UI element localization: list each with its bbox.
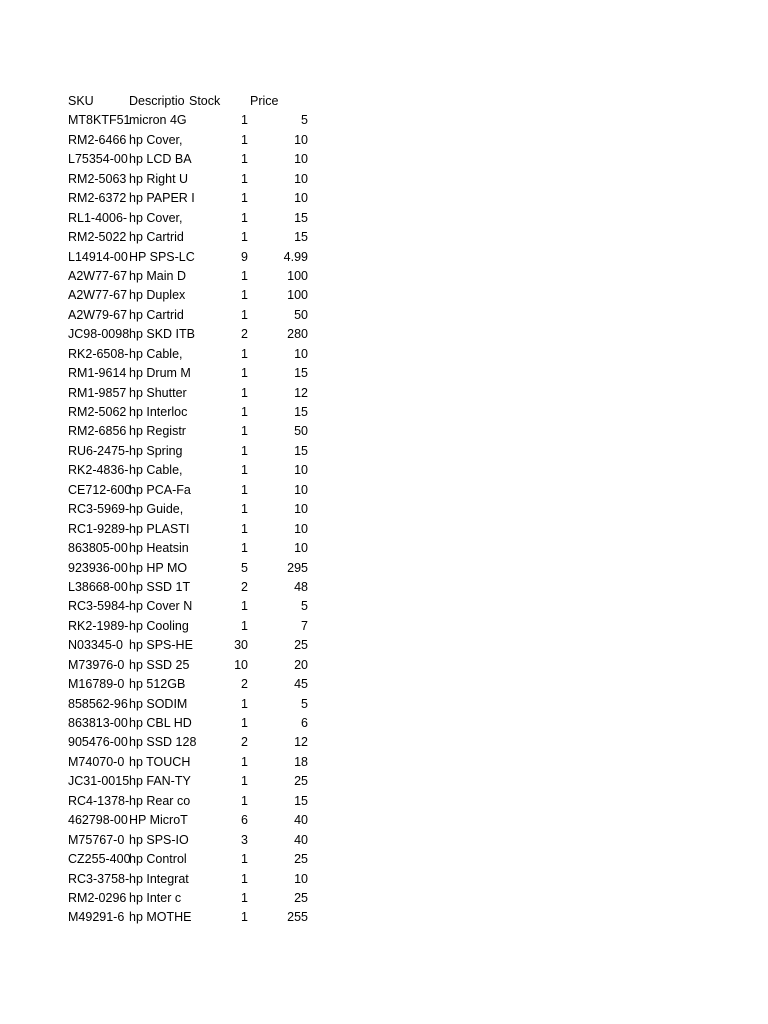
cell-price: 18 [294, 754, 308, 769]
cell-price: 15 [294, 366, 308, 381]
cell-stock: 1 [241, 288, 248, 303]
cell-sku: 863805-00 [68, 541, 128, 556]
cell-price: 5 [301, 696, 308, 711]
cell-sku: 923936-00 [68, 560, 128, 575]
cell-stock: 1 [241, 424, 248, 439]
cell-stock: 1 [241, 346, 248, 361]
cell-sku: RM1-9857 [68, 385, 127, 400]
cell-sku: RC4-1378- [68, 793, 130, 808]
cell-stock: 1 [241, 696, 248, 711]
cell-price: 255 [287, 910, 308, 925]
cell-description: hp PLASTI [129, 521, 190, 536]
cell-description: hp Cable, [129, 463, 183, 478]
cell-stock: 1 [241, 152, 248, 167]
cell-price: 10 [294, 346, 308, 361]
cell-price: 100 [287, 268, 308, 283]
cell-stock: 2 [241, 327, 248, 342]
table-row [68, 500, 318, 519]
table-row [68, 870, 318, 889]
cell-sku: CZ255-400 [68, 852, 131, 867]
cell-description: hp SSD 128 [129, 735, 197, 750]
cell-description: hp Drum M [129, 366, 191, 381]
table-row [68, 656, 318, 675]
cell-sku: RM2-6856 [68, 424, 127, 439]
table-row [68, 578, 318, 597]
cell-stock: 1 [241, 230, 248, 245]
table-row [68, 714, 318, 733]
cell-price: 40 [294, 813, 308, 828]
cell-stock: 1 [241, 890, 248, 905]
table-row [68, 772, 318, 791]
table-row [68, 520, 318, 539]
cell-description: hp Heatsin [129, 541, 189, 556]
cell-description: hp Integrat [129, 871, 189, 886]
cell-price: 10 [294, 132, 308, 147]
cell-sku: RM2-0296 [68, 890, 127, 905]
cell-description: hp SODIM [129, 696, 188, 711]
cell-price: 15 [294, 405, 308, 419]
cell-stock: 1 [241, 132, 248, 147]
cell-price: 10 [294, 463, 308, 478]
header-description: Descriptio [129, 94, 185, 108]
cell-price: 15 [294, 230, 308, 245]
cell-description: hp SPS-HE [129, 638, 193, 653]
cell-sku: CE712-600 [68, 482, 132, 497]
cell-price: 7 [301, 618, 308, 633]
cell-stock: 2 [241, 735, 248, 750]
cell-description: micron 4G [129, 113, 187, 128]
inventory-sheet [68, 92, 318, 928]
cell-description: hp Cooling [129, 618, 189, 633]
cell-description: hp 512GB [129, 677, 186, 692]
cell-stock: 3 [241, 832, 248, 847]
table-body [68, 111, 318, 927]
cell-stock: 1 [241, 268, 248, 283]
cell-description: hp SPS-IO [129, 832, 189, 847]
table-row [68, 345, 318, 364]
cell-price: 25 [294, 774, 308, 789]
cell-description: hp Guide, [129, 502, 184, 517]
cell-description: hp Rear co [129, 793, 191, 808]
cell-stock: 1 [241, 482, 248, 497]
cell-price: 10 [294, 191, 308, 206]
cell-description: hp PAPER I [129, 191, 195, 206]
cell-sku: MT8KTF51 [68, 113, 131, 128]
cell-sku: RC3-5969- [68, 502, 130, 517]
table-row [68, 286, 318, 305]
table-row [68, 831, 318, 850]
cell-stock: 1 [241, 191, 248, 206]
cell-stock: 1 [241, 618, 248, 633]
table-row [68, 597, 318, 616]
cell-sku: M73976-0 [68, 657, 125, 672]
cell-price: 6 [301, 716, 308, 730]
cell-stock: 1 [241, 113, 248, 128]
cell-sku: A2W79-67 [68, 307, 128, 322]
cell-description: hp SKD ITB [129, 327, 195, 342]
cell-description: hp PCA-Fa [129, 482, 191, 497]
cell-sku: RM2-5022 [68, 230, 127, 245]
cell-sku: N03345-0 [68, 638, 123, 653]
table-row [68, 442, 318, 461]
table-row [68, 384, 318, 403]
cell-sku: RC1-9289- [68, 521, 130, 536]
table-row [68, 209, 318, 228]
table-row [68, 189, 318, 208]
cell-stock: 1 [241, 871, 248, 886]
cell-price: 5 [301, 599, 308, 614]
header-stock: Stock [189, 94, 221, 108]
table-row [68, 422, 318, 441]
table-row [68, 248, 318, 267]
cell-sku: M16789-0 [68, 677, 125, 692]
cell-description: hp SSD 1T [129, 579, 191, 594]
cell-stock: 1 [241, 599, 248, 614]
cell-price: 100 [287, 288, 308, 303]
cell-stock: 1 [241, 852, 248, 867]
cell-description: hp Cable, [129, 346, 183, 361]
cell-stock: 1 [241, 405, 248, 419]
cell-sku: RU6-2475- [68, 443, 130, 458]
cell-description: hp Shutter [129, 385, 187, 400]
cell-description: hp Interloc [129, 405, 188, 419]
cell-stock: 1 [241, 521, 248, 536]
table-row [68, 792, 318, 811]
cell-price: 10 [294, 541, 308, 556]
cell-description: hp SSD 25 [129, 657, 190, 672]
cell-sku: RL1-4006- [68, 210, 128, 225]
cell-price: 15 [294, 210, 308, 225]
cell-stock: 1 [241, 793, 248, 808]
cell-sku: RC3-3758- [68, 871, 130, 886]
cell-sku: 905476-00 [68, 735, 128, 750]
cell-price: 12 [294, 735, 308, 750]
cell-description: hp Main D [129, 268, 186, 283]
cell-sku: RM2-5062 [68, 405, 127, 419]
cell-price: 280 [287, 327, 308, 342]
cell-description: hp Cartrid [129, 230, 184, 245]
cell-price: 20 [294, 657, 308, 672]
cell-sku: L14914-00 [68, 249, 128, 264]
table-row [68, 131, 318, 150]
cell-price: 15 [294, 443, 308, 458]
cell-sku: JC98-0098 [68, 327, 130, 342]
cell-sku: M49291-6 [68, 910, 125, 925]
table-row [68, 228, 318, 247]
cell-description: HP MicroT [129, 813, 188, 828]
cell-description: hp Inter c [129, 890, 182, 905]
cell-sku: 858562-96 [68, 696, 128, 711]
table-row [68, 753, 318, 772]
table-row [68, 325, 318, 344]
cell-stock: 6 [241, 813, 248, 828]
cell-stock: 9 [241, 249, 248, 264]
cell-stock: 1 [241, 443, 248, 458]
table-row [68, 170, 318, 189]
cell-price: 10 [294, 502, 308, 517]
header-row [68, 92, 318, 111]
cell-sku: L38668-00 [68, 579, 128, 594]
header-sku: SKU [68, 94, 94, 108]
cell-description: hp MOTHE [129, 910, 192, 925]
cell-price: 4.99 [283, 249, 308, 264]
cell-price: 10 [294, 152, 308, 167]
table-row [68, 733, 318, 752]
cell-stock: 1 [241, 754, 248, 769]
cell-stock: 2 [241, 579, 248, 594]
cell-sku: 462798-00 [68, 813, 128, 828]
header-price: Price [250, 94, 279, 108]
cell-sku: 863813-00 [68, 716, 128, 730]
cell-description: hp Spring [129, 443, 183, 458]
cell-description: hp Cover N [129, 599, 193, 614]
table-row [68, 559, 318, 578]
cell-stock: 5 [241, 560, 248, 575]
cell-sku: RM2-6372 [68, 191, 127, 206]
cell-stock: 1 [241, 463, 248, 478]
table-row [68, 908, 318, 927]
cell-price: 10 [294, 171, 308, 186]
cell-stock: 1 [241, 210, 248, 225]
cell-price: 295 [287, 560, 308, 575]
cell-sku: RM1-9614 [68, 366, 127, 381]
cell-stock: 1 [241, 171, 248, 186]
cell-description: hp Right U [129, 171, 189, 186]
cell-price: 5 [301, 113, 308, 128]
cell-stock: 1 [241, 910, 248, 925]
cell-sku: RK2-1989- [68, 618, 129, 633]
cell-description: hp CBL HD [129, 716, 192, 730]
cell-description: hp HP MO [129, 560, 188, 575]
cell-stock: 30 [234, 638, 248, 653]
cell-description: HP SPS-LC [129, 249, 195, 264]
cell-price: 45 [294, 677, 308, 692]
cell-stock: 1 [241, 385, 248, 400]
table-row [68, 695, 318, 714]
cell-description: hp Registr [129, 424, 186, 439]
table-row [68, 150, 318, 169]
cell-description: hp Cover, [129, 210, 183, 225]
cell-description: hp Duplex [129, 288, 186, 303]
table-row [68, 636, 318, 655]
cell-sku: RM2-5063 [68, 171, 127, 186]
cell-sku: JC31-0015 [68, 774, 130, 789]
cell-price: 10 [294, 871, 308, 886]
table-row [68, 889, 318, 908]
cell-stock: 1 [241, 774, 248, 789]
cell-stock: 2 [241, 677, 248, 692]
cell-description: hp TOUCH [129, 754, 191, 769]
cell-price: 10 [294, 482, 308, 497]
cell-stock: 10 [234, 657, 248, 672]
cell-sku: RK2-4836- [68, 463, 129, 478]
table-row [68, 811, 318, 830]
cell-price: 25 [294, 852, 308, 867]
cell-price: 50 [294, 307, 308, 322]
cell-sku: M74070-0 [68, 754, 125, 769]
cell-sku: RC3-5984- [68, 599, 130, 614]
table-row [68, 675, 318, 694]
cell-stock: 1 [241, 541, 248, 556]
cell-price: 48 [294, 579, 308, 594]
table-row [68, 364, 318, 383]
cell-sku: M75767-0 [68, 832, 125, 847]
cell-sku: RK2-6508- [68, 346, 129, 361]
table-row [68, 461, 318, 480]
table-row [68, 617, 318, 636]
cell-sku: RM2-6466 [68, 132, 127, 147]
cell-stock: 1 [241, 716, 248, 730]
cell-price: 12 [294, 385, 308, 400]
cell-sku: A2W77-67 [68, 288, 128, 303]
cell-price: 10 [294, 521, 308, 536]
cell-stock: 1 [241, 502, 248, 517]
table-row [68, 403, 318, 422]
cell-description: hp Cover, [129, 132, 183, 147]
table-row [68, 267, 318, 286]
cell-sku: L75354-00 [68, 152, 128, 167]
table-row [68, 306, 318, 325]
cell-stock: 1 [241, 366, 248, 381]
cell-price: 40 [294, 832, 308, 847]
cell-price: 15 [294, 793, 308, 808]
cell-price: 25 [294, 638, 308, 653]
cell-description: hp FAN-TY [129, 774, 191, 789]
cell-stock: 1 [241, 307, 248, 322]
cell-description: hp Cartrid [129, 307, 184, 322]
cell-description: hp LCD BA [129, 152, 192, 167]
table-row [68, 111, 318, 130]
cell-description: hp Control [129, 852, 187, 867]
cell-price: 50 [294, 424, 308, 439]
table-row [68, 481, 318, 500]
table-row [68, 539, 318, 558]
cell-sku: A2W77-67 [68, 268, 128, 283]
table-row [68, 850, 318, 869]
cell-price: 25 [294, 890, 308, 905]
